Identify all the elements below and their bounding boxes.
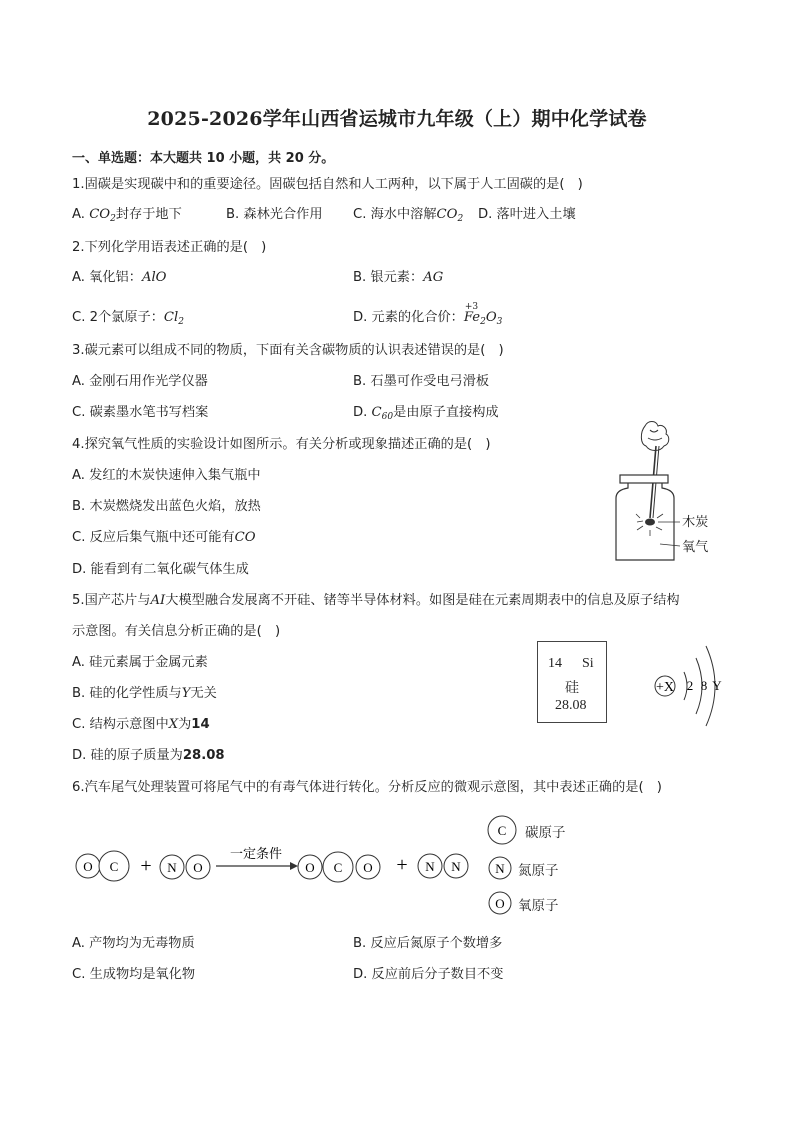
q2-option-a: A. 氧化铝：AlO bbox=[72, 270, 167, 285]
q5-option-c: C. 结构示意图中X为14 bbox=[72, 717, 210, 732]
atomic-number: 14 bbox=[548, 656, 562, 671]
shell-1-count: 2 bbox=[686, 678, 694, 693]
q6-option-a: A. 产物均为无毒物质 bbox=[72, 936, 195, 951]
q4-option-c: C. 反应后集气瓶中还可能有CO bbox=[72, 530, 256, 545]
nucleus-label: +X bbox=[655, 680, 675, 695]
atomic-mass: 28.08 bbox=[555, 698, 587, 713]
svg-text:N: N bbox=[425, 859, 435, 874]
q1-option-c: C. 海水中溶解$CO_2$ bbox=[353, 207, 464, 224]
atomic-structure-diagram bbox=[650, 638, 730, 734]
co-molecule bbox=[76, 851, 129, 881]
element-symbol: Si bbox=[582, 656, 594, 671]
q5-option-d: D. 硅的原子质量为28.08 bbox=[72, 748, 225, 763]
legend-nitrogen-atom bbox=[489, 857, 511, 879]
q2-stem: 2.下列化学用语表述正确的是( ) bbox=[72, 240, 267, 255]
hand-icon bbox=[641, 422, 668, 451]
q1-option-b: B. 森林光合作用 bbox=[226, 207, 323, 222]
gas-bottle-figure bbox=[610, 418, 730, 568]
q2-option-b: B. 银元素：AG bbox=[353, 270, 444, 285]
shell-3-count: Y bbox=[712, 678, 722, 693]
q6-option-b: B. 反应后氮原子个数增多 bbox=[353, 936, 503, 951]
n2-molecule bbox=[418, 854, 468, 878]
q6-option-c: C. 生成物均是氧化物 bbox=[72, 967, 196, 982]
svg-text:O: O bbox=[83, 859, 93, 874]
formula: CO bbox=[89, 207, 111, 222]
svg-text:O: O bbox=[305, 860, 315, 875]
legend-oxygen-label: 氧原子 bbox=[518, 898, 559, 914]
legend-carbon-label: 碳原子 bbox=[525, 825, 566, 841]
svg-text:O: O bbox=[193, 860, 203, 875]
q5-stem-line2: 示意图。有关信息分析正确的是( ) bbox=[72, 624, 281, 639]
page-title: 2025-2026学年山西省运城市九年级（上）期中化学试卷 bbox=[147, 108, 647, 130]
q5-option-b: B. 硅的化学性质与Y无关 bbox=[72, 686, 217, 701]
q4-option-b: B. 木炭燃烧发出蓝色火焰，放热 bbox=[72, 499, 261, 514]
q6-option-d: D. 反应前后分子数目不变 bbox=[353, 967, 504, 982]
gas-bottle bbox=[616, 475, 674, 560]
legend-carbon-atom bbox=[488, 816, 516, 844]
svg-text:C: C bbox=[497, 823, 507, 838]
no-molecule bbox=[160, 855, 210, 879]
q1-option-a: A. $CO_2$封存于地下 bbox=[72, 207, 182, 224]
q1-option-d: D. 落叶进入土壤 bbox=[478, 207, 576, 222]
q5-option-a: A. 硅元素属于金属元素 bbox=[72, 655, 208, 670]
svg-text:C: C bbox=[109, 859, 119, 874]
q4-stem: 4.探究氧气性质的实验设计如图所示。有关分析或现象描述正确的是( ) bbox=[72, 437, 491, 452]
reaction-condition: 一定条件 bbox=[229, 847, 283, 862]
shell-2-count: 8 bbox=[700, 678, 708, 693]
svg-text:O: O bbox=[495, 896, 505, 911]
plus-sign: + bbox=[396, 854, 408, 876]
svg-text:N: N bbox=[167, 860, 177, 875]
co2-molecule bbox=[298, 852, 380, 882]
q6-stem: 6.汽车尾气处理装置可将尾气中的有毒气体进行转化。分析反应的微观示意图，其中表述正确的是( ) bbox=[72, 780, 662, 795]
q1-stem: 1.固碳是实现碳中和的重要途径。固碳包括自然和人工两种，以下属于人工固碳的是( ) bbox=[72, 177, 583, 192]
element-name: 硅 bbox=[565, 680, 579, 696]
section-heading: 一、单选题：本大题共 10 小题，共 20 分。 bbox=[72, 151, 335, 166]
q2-option-d: D. 元素的化合价： +3 $Fe_2O_3$ bbox=[353, 309, 502, 331]
svg-text:C: C bbox=[333, 860, 343, 875]
q3-option-c: C. 碳素墨水笔书写档案 bbox=[72, 405, 209, 420]
legend-oxygen-atom bbox=[489, 892, 511, 914]
q3-stem: 3.碳元素可以组成不同的物质，下面有关含碳物质的认识表述错误的是( ) bbox=[72, 343, 504, 358]
q2-option-c: C. 2个氯原子：$Cl_2$ bbox=[72, 310, 184, 327]
valence-mark: +3 bbox=[464, 302, 479, 312]
arrow-head bbox=[290, 862, 298, 870]
svg-text:N: N bbox=[495, 861, 505, 876]
q3-option-d: D. $C_{60}$是由原子直接构成 bbox=[353, 405, 499, 422]
legend-nitrogen-label: 氮原子 bbox=[518, 863, 559, 879]
svg-text:N: N bbox=[451, 859, 461, 874]
q3-option-a: A. 金刚石用作光学仪器 bbox=[72, 374, 208, 389]
plus-sign: + bbox=[140, 855, 152, 877]
label-charcoal: 木炭 bbox=[682, 515, 709, 530]
q4-option-d: D. 能看到有二氧化碳气体生成 bbox=[72, 562, 249, 577]
reaction-diagram bbox=[70, 812, 590, 922]
q5-stem-line1: 5.国产芯片与AI大模型融合发展离不开硅、锗等半导体材料。如图是硅在元素周期表中的信息及原子结构 bbox=[72, 593, 680, 608]
q4-option-a: A. 发红的木炭快速伸入集气瓶中 bbox=[72, 468, 261, 483]
leader-line-oxygen bbox=[660, 544, 680, 546]
svg-text:O: O bbox=[363, 860, 373, 875]
label-oxygen: 氧气 bbox=[682, 540, 709, 555]
q3-option-b: B. 石墨可作受电弓滑板 bbox=[353, 374, 490, 389]
periodic-table-cell bbox=[537, 641, 607, 723]
